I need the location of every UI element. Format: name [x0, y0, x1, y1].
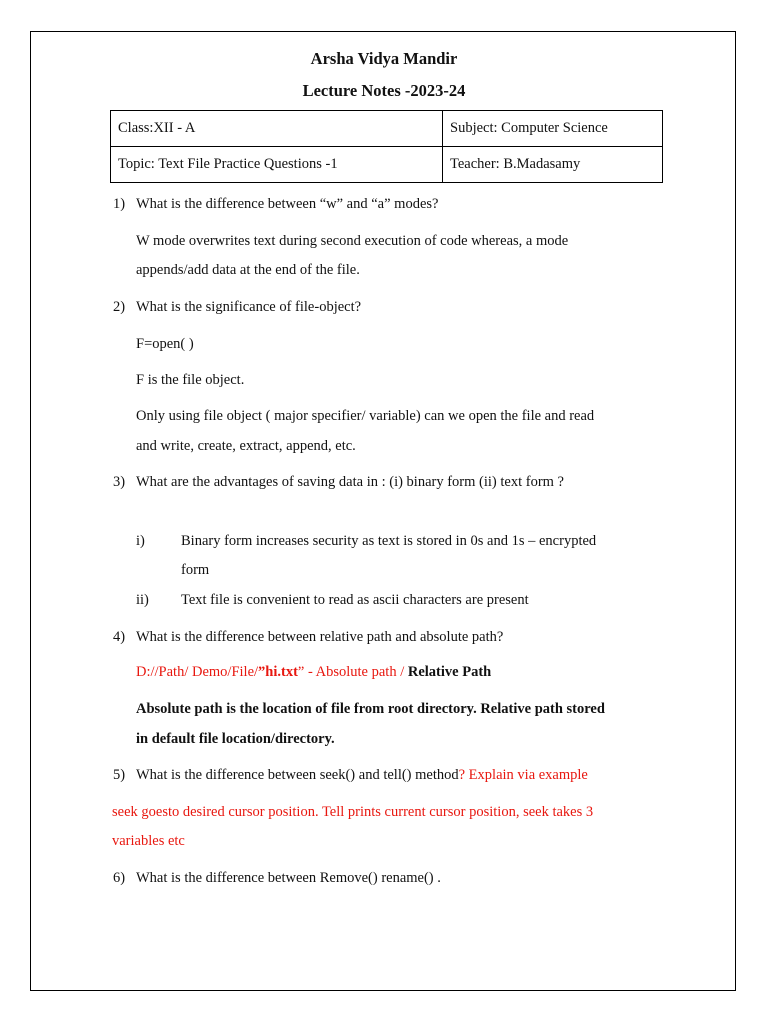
q3-number: 3) — [113, 474, 126, 490]
q1-answer-line2: appends/add data at the end of the file. — [136, 262, 360, 278]
q4-absolute-label: ” - Absolute path / — [297, 664, 405, 680]
q4-answer-line2: in default file location/directory. — [136, 731, 335, 747]
q3-item-text: Text file is convenient to read as ascii characters are present — [181, 592, 529, 608]
q2-question: What is the significance of file-object? — [136, 299, 362, 315]
document-page — [30, 31, 736, 991]
q2-answer-line: F is the file object. — [136, 372, 245, 388]
q2-answer-line: and write, create, extract, append, etc. — [136, 438, 356, 454]
teacher-cell: Teacher: B.Madasamy — [443, 147, 663, 183]
q1-question: What is the difference between “w” and “a” modes? — [136, 196, 439, 212]
q6-question: What is the difference between Remove() rename() . — [136, 870, 441, 886]
q4-relative-label: Relative Path — [407, 664, 492, 680]
table-row — [111, 147, 663, 183]
school-name: Arsha Vidya Mandir — [310, 49, 458, 68]
q4-path-example — [136, 663, 491, 681]
q4-answer-line1: Absolute path is the location of file from root directory. Relative path stored — [136, 701, 605, 717]
topic-cell: Topic: Text File Practice Questions -1 — [111, 147, 443, 183]
q5-question-red: ? Explain via example — [458, 767, 588, 783]
q1-answer-line1: W mode overwrites text during second execution of code whereas, a mode — [136, 233, 569, 249]
table-row — [111, 111, 663, 147]
q3-item-number: i) — [136, 533, 145, 549]
lecture-notes-title: Lecture Notes -2023-24 — [302, 81, 466, 100]
q6-number: 6) — [113, 870, 126, 886]
subject-cell: Subject: Computer Science — [443, 111, 663, 147]
q5-question-text: What is the difference between seek() and tell() method — [136, 767, 459, 783]
q5-number: 5) — [113, 767, 126, 783]
q3-question: What are the advantages of saving data in : (i) binary form (ii) text form ? — [136, 474, 564, 490]
class-cell: Class:XII - A — [111, 111, 443, 147]
q4-number: 4) — [113, 629, 126, 645]
class-info-table — [110, 110, 663, 183]
q2-number: 2) — [113, 299, 126, 315]
q5-answer-line2: variables etc — [112, 833, 185, 849]
q3-item-text: form — [181, 562, 210, 578]
q2-code: F=open( ) — [136, 336, 194, 352]
q4-path-text: D://Path/ Demo/File/ — [136, 664, 259, 680]
q2-answer-line: Only using file object ( major specifier/ variable) can we open the file and read — [136, 408, 595, 424]
q3-item-text: Binary form increases security as text is stored in 0s and 1s – encrypted — [181, 533, 597, 549]
q4-question: What is the difference between relative path and absolute path? — [136, 629, 504, 645]
q1-number: 1) — [113, 196, 126, 212]
q5-question — [136, 766, 588, 784]
q4-filename: ”hi.txt — [258, 664, 298, 680]
q5-answer-line1: seek goesto desired cursor position. Tell prints current cursor position, seek takes 3 — [112, 804, 594, 820]
q3-item-number: ii) — [136, 592, 149, 608]
